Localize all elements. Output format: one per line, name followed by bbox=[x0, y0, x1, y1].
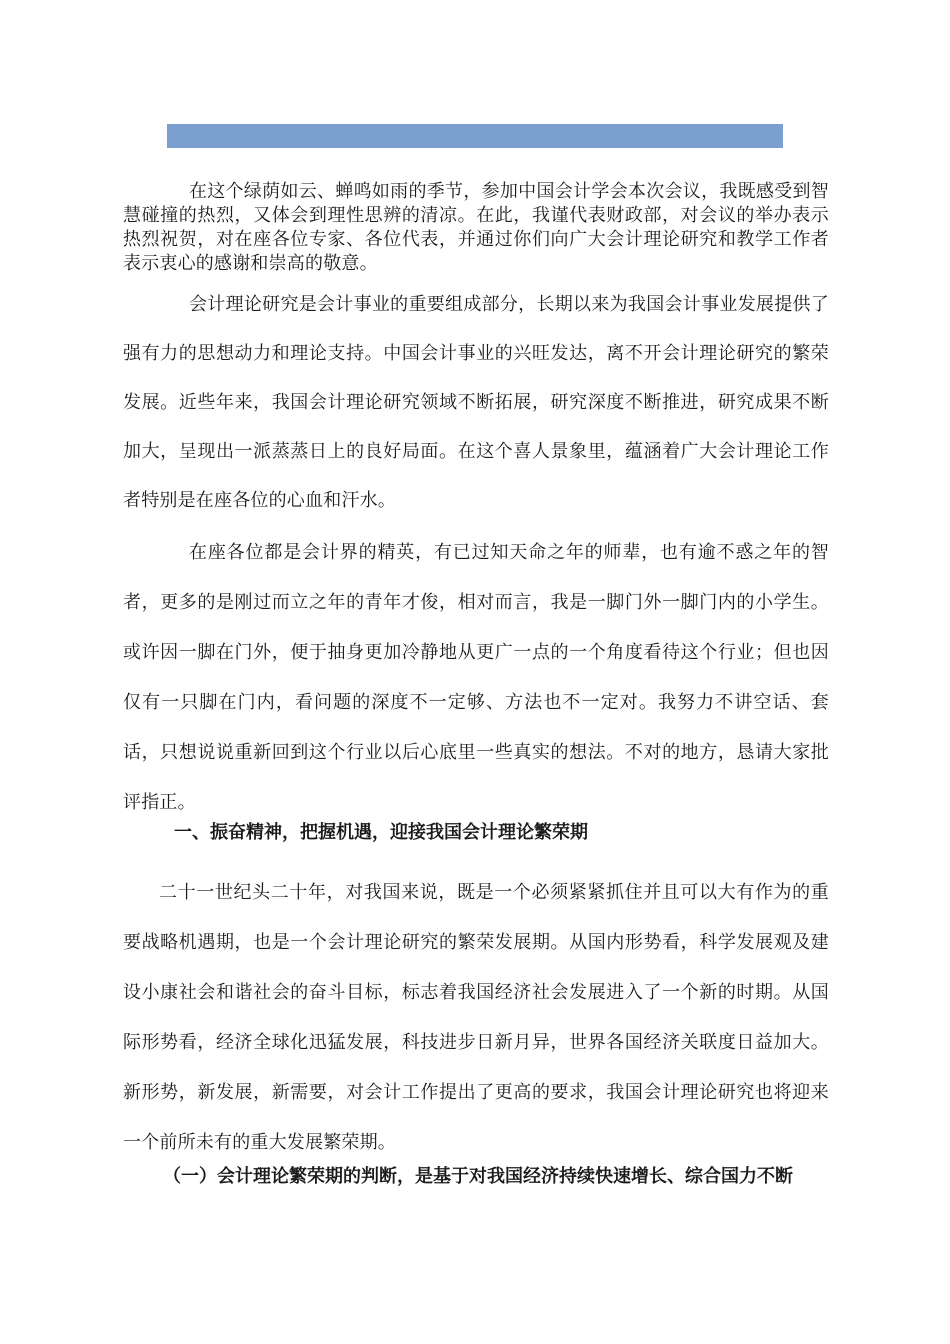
paragraph-opportunity: 二十一世纪头二十年，对我国来说，既是一个必须紧紧抓住并且可以大有作为的重要战略机遇期，也是一个会计理论研究的繁荣发展期。从国内形势看，科学发展观及建设小康社会和谐社会的奋斗目标，标志着我国经济社会发展进入了一个新的时期。从国际形势看，经济全球化迅猛发展，科技进步日新月异，世界各国经济关联度日益加大。新形势，新发展，新需要，对会计工作提出了更高的要求，我国会计理论研究也将迎来一个前所未有的重大发展繁荣期。 bbox=[123, 882, 829, 1153]
paragraph-theory-importance: 会计理论研究是会计事业的重要组成部分，长期以来为我国会计事业发展提供了强有力的思想动力和理论支持。中国会计事业的兴旺发达，离不开会计理论研究的繁荣发展。近些年来，我国会计理论研究领域不断拓展，研究深度不断推进，研究成果不断加大，呈现出一派蒸蒸日上的良好局面。在这个喜人景象里，蕴涵着广大会计理论工作者特别是在座各位的心血和汗水。 bbox=[123, 294, 829, 511]
paragraph-opening: 在这个绿荫如云、蝉鸣如雨的季节，参加中国会计学会本次会议，我既感受到智慧碰撞的热烈，又体会到理性思辨的清凉。在此，我谨代表财政部，对会议的举办表示热烈祝贺，对在座各位专家、各位代表，并通过你们向广大会计理论研究和教学工作者表示衷心的感谢和崇高的敬意。 bbox=[123, 181, 829, 274]
header-banner bbox=[167, 124, 783, 148]
paragraph-audience: 在座各位都是会计界的精英，有已过知天命之年的师辈，也有逾不惑之年的智者，更多的是刚过而立之年的青年才俊，相对而言，我是一脚门外一脚门内的小学生。或许因一脚在门外，便于抽身更加冷静地从更广一点的一个角度看待这个行业；但也因仅有一只脚在门内，看问题的深度不一定够、方法也不一定对。我努力不讲空话、套话，只想说说重新回到这个行业以后心底里一些真实的想法。不对的地方，恳请大家批评指正。 bbox=[123, 542, 829, 813]
subsection-heading-1: （一）会计理论繁荣期的判断，是基于对我国经济持续快速增长、综合国力不断 bbox=[163, 1166, 793, 1187]
section-heading-1: 一、振奋精神，把握机遇，迎接我国会计理论繁荣期 bbox=[174, 822, 588, 843]
